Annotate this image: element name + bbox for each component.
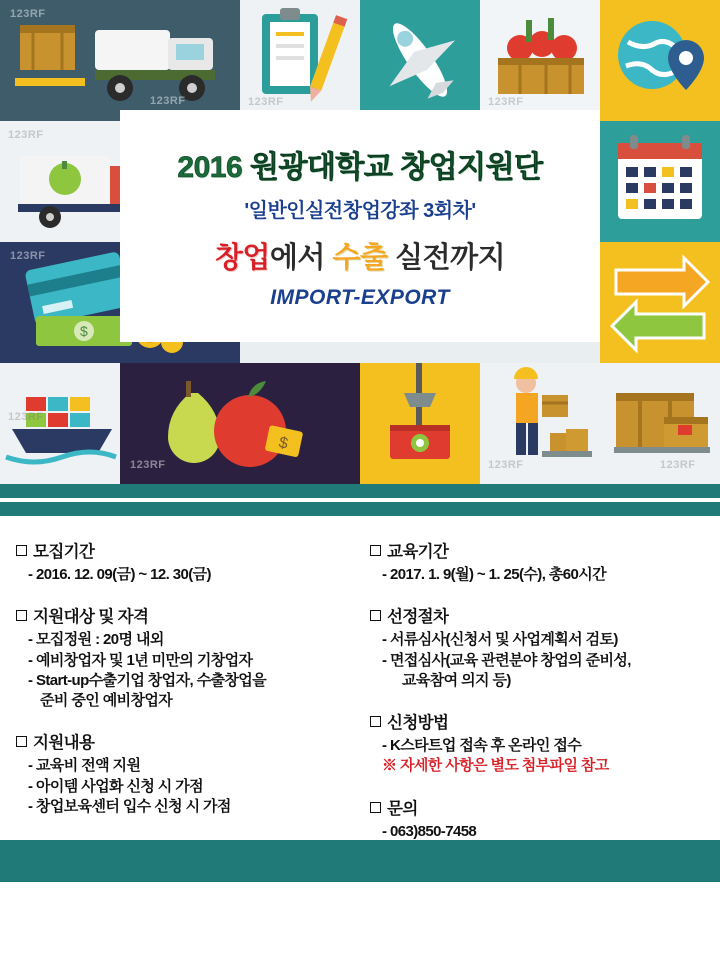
worker-boxes-icon <box>480 363 600 484</box>
watermark: 123RF <box>150 95 186 107</box>
info-heading <box>16 538 360 562</box>
info-heading-label: 지원대상 및 자격 <box>33 608 149 627</box>
footer-white-strip <box>0 882 720 898</box>
info-heading <box>370 603 704 627</box>
collage-cell-crate-vegetables <box>480 0 600 121</box>
info-item: - 아이템 사업화 신청 시 가점 <box>28 777 204 795</box>
banner-line-3-mid2: 실전까지 <box>395 242 506 274</box>
arrows-exchange-icon <box>600 242 720 363</box>
info-item: - 서류심사(신청서 및 사업계획서 검토) <box>382 631 618 649</box>
info-item: - 면접심사(교육 관련분야 창업의 준비성, <box>382 651 631 669</box>
info-item: - Start-up수출기업 창업자, 수출창업을 <box>28 671 267 689</box>
watermark: 123RF <box>660 459 696 471</box>
info-item: - 2016. 12. 09(금) ~ 12. 30(금) <box>28 566 211 583</box>
info-heading <box>370 795 704 819</box>
checkbox-icon <box>370 802 381 813</box>
info-heading-label: 선정절차 <box>387 608 449 627</box>
info-item: 준비 중인 예비창업자 <box>40 692 173 709</box>
checkbox-icon <box>16 545 27 556</box>
info-block-education-period <box>370 538 704 585</box>
info-block-support <box>16 729 360 817</box>
collage-cell-wooden-crates <box>600 363 720 484</box>
banner-line-3-mid1: 에서 <box>269 242 325 274</box>
checkbox-icon <box>16 610 27 621</box>
info-item: - 창업보육센터 입수 신청 시 가점 <box>28 797 231 815</box>
info-heading-label: 모집기간 <box>33 543 95 561</box>
info-item: - K스타트업 접속 후 온라인 접수 <box>382 737 582 754</box>
info-heading-label: 신청방법 <box>387 714 449 732</box>
info-block-contact <box>370 795 704 842</box>
collage-cell-cargo-ship <box>0 363 120 484</box>
collage-cell-truck-loading <box>0 0 240 121</box>
watermark: 123RF <box>8 129 44 141</box>
checkbox-icon <box>16 736 27 747</box>
info-block-eligibility <box>16 603 360 711</box>
info-section <box>0 516 720 898</box>
info-heading-label: 지원내용 <box>33 734 95 753</box>
watermark: 123RF <box>10 8 46 20</box>
collage-cell-clipboard-pencil <box>240 0 360 121</box>
info-heading <box>16 729 360 753</box>
crate-vegetables-icon <box>480 0 600 121</box>
watermark: 123RF <box>488 96 524 108</box>
collage-cell-globe-location-pin <box>600 0 720 121</box>
banner-line-3-red: 창업 <box>214 242 270 274</box>
info-heading-label: 교육기간 <box>387 543 449 561</box>
info-block-selection-process <box>370 603 704 691</box>
divider-bar-bottom <box>0 502 720 516</box>
info-block-application-method <box>370 709 704 777</box>
info-item: - 063)850-7458 <box>382 822 477 840</box>
banner-line-3 <box>215 235 505 276</box>
banner-line-1: 2016 원광대학교 창업지원단 <box>177 151 543 184</box>
collage-cell-crane-container <box>360 363 480 484</box>
info-heading <box>370 538 704 562</box>
calendar-icon <box>600 121 720 242</box>
info-heading <box>370 709 704 733</box>
info-block-recruit-period <box>16 538 360 585</box>
watermark: 123RF <box>10 250 46 262</box>
checkbox-icon <box>370 545 381 556</box>
fruit-pear-apple-icon <box>120 363 360 484</box>
globe-location-pin-icon <box>600 0 720 121</box>
watermark: 123RF <box>488 459 524 471</box>
collage-cell-airplane <box>360 0 480 121</box>
checkbox-icon <box>370 610 381 621</box>
crane-container-icon <box>360 363 480 484</box>
divider-bar-top <box>0 484 720 498</box>
airplane-icon <box>360 0 480 121</box>
info-item: 교육참여 의지 등) <box>402 671 511 689</box>
clipboard-pencil-icon <box>240 0 360 121</box>
svg-text:$: $ <box>80 323 88 339</box>
checkbox-icon <box>370 716 381 727</box>
collage-cell-arrows-exchange <box>600 242 720 363</box>
watermark: 123RF <box>248 96 284 108</box>
banner-line-2: '일반인실전창업강좌 3회차' <box>244 200 476 222</box>
info-heading <box>16 603 360 627</box>
info-item: - 예비창업자 및 1년 미만의 기창업자 <box>28 651 253 669</box>
wooden-crates-icon <box>600 363 720 484</box>
watermark: 123RF <box>130 459 166 471</box>
info-item: - 모집정원 : 20명 내외 <box>28 631 164 649</box>
collage-cell-calendar <box>600 121 720 242</box>
banner-title-block <box>120 110 600 342</box>
truck-loading-icon <box>0 0 240 121</box>
collage-cell-fruit-pear-apple <box>120 363 360 484</box>
svg-text:$: $ <box>277 434 290 453</box>
info-item: - 2017. 1. 9(월) ~ 1. 25(수), 총60시간 <box>382 566 606 583</box>
info-item-notice: ※ 자세한 사항은 별도 첨부파일 참고 <box>382 757 609 775</box>
banner-line-3-yellow: 수출 <box>332 242 388 274</box>
watermark: 123RF <box>8 411 44 423</box>
cargo-ship-icon <box>0 363 120 484</box>
banner-line-4: IMPORT-EXPORT <box>270 286 450 309</box>
collage-cell-worker-boxes <box>480 363 600 484</box>
info-item: - 교육비 전액 지원 <box>28 757 141 775</box>
info-heading-label: 문의 <box>387 799 418 818</box>
